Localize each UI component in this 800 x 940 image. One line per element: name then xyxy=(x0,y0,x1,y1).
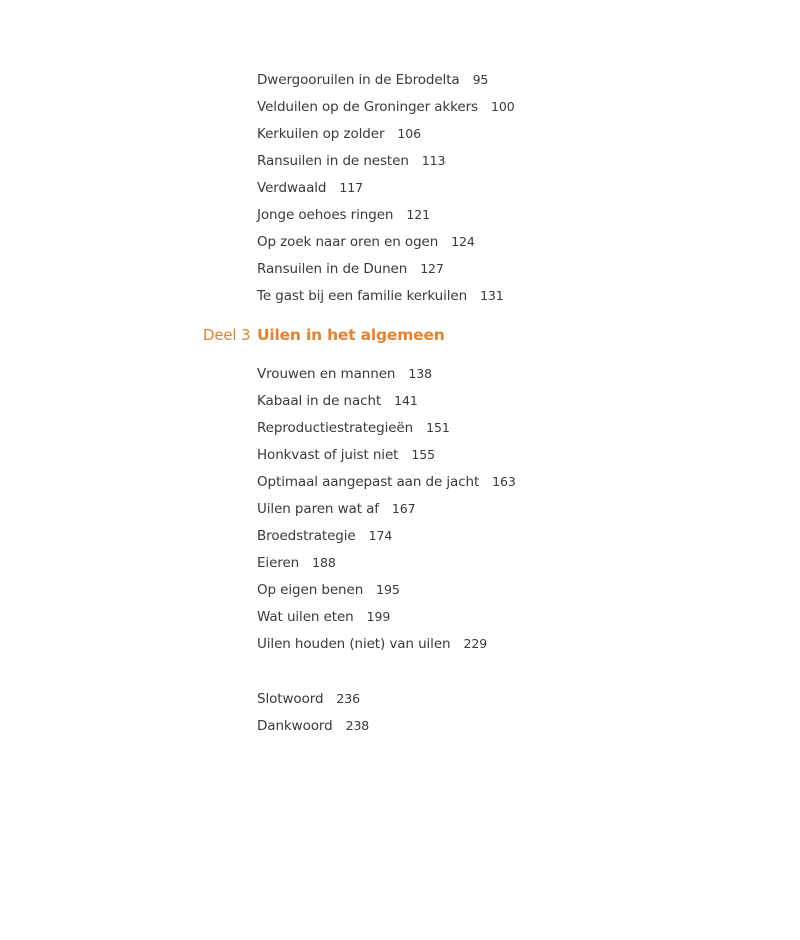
toc-entry xyxy=(257,471,516,498)
toc-entry xyxy=(257,525,516,552)
toc-entry-page: 113 xyxy=(421,153,446,168)
toc-entry-title: Op eigen benen xyxy=(257,582,364,598)
toc-entry-title: Op zoek naar oren en ogen xyxy=(257,234,439,250)
toc-list-end-matter xyxy=(257,688,369,742)
toc-entry-page: 238 xyxy=(345,718,370,733)
toc-entry xyxy=(257,150,515,177)
toc-entry xyxy=(257,96,515,123)
toc-entry-page: 127 xyxy=(420,261,444,276)
toc-entry-title: Verdwaald xyxy=(257,180,327,196)
toc-entry xyxy=(257,285,515,312)
toc-entry-title: Uilen houden (niet) van uilen xyxy=(257,636,451,652)
toc-entry-title: Vrouwen en mannen xyxy=(257,366,396,382)
toc-entry-page: 138 xyxy=(408,366,432,381)
toc-entry-title: Broedstrategie xyxy=(257,528,356,544)
toc-entry-page: 195 xyxy=(376,582,400,597)
toc-entry-title: Ransuilen in de nesten xyxy=(257,153,409,169)
toc-entry-page: 124 xyxy=(451,234,475,249)
toc-entry-page: 167 xyxy=(391,501,416,516)
part-title: Uilen in het algemeen xyxy=(257,326,445,344)
toc-entry-page: 141 xyxy=(394,393,418,408)
part-label: Deel 3 xyxy=(203,326,251,344)
toc-entry xyxy=(257,688,369,715)
toc-entry-page: 163 xyxy=(492,474,516,489)
toc-entry-title: Honkvast of juist niet xyxy=(257,447,399,463)
toc-entry-title: Ransuilen in de Dunen xyxy=(257,261,408,277)
part-heading xyxy=(203,323,445,347)
toc-entry-title: Te gast bij een familie kerkuilen xyxy=(257,288,468,304)
toc-entry xyxy=(257,231,515,258)
toc-entry xyxy=(257,498,516,525)
toc-entry xyxy=(257,69,515,96)
toc-entry xyxy=(257,123,515,150)
toc-entry-title: Wat uilen eten xyxy=(257,609,354,625)
toc-entry-page: 236 xyxy=(336,691,360,706)
toc-entry-page: 121 xyxy=(406,207,430,222)
toc-entry-page: 151 xyxy=(426,420,450,435)
toc-entry-title: Kabaal in de nacht xyxy=(257,393,382,409)
toc-entry-page: 199 xyxy=(366,609,391,624)
toc-entry xyxy=(257,177,515,204)
toc-entry-title: Uilen paren wat af xyxy=(257,501,379,517)
toc-entry-page: 117 xyxy=(339,180,363,195)
toc-entry-page: 155 xyxy=(411,447,435,462)
toc-entry xyxy=(257,444,516,471)
toc-list-part3 xyxy=(257,363,516,660)
toc-entry-page: 95 xyxy=(472,72,489,87)
toc-entry xyxy=(257,390,516,417)
toc-list-part2-continued xyxy=(257,69,515,312)
toc-entry-page: 100 xyxy=(490,99,515,114)
toc-entry-title: Optimaal aangepast aan de jacht xyxy=(257,474,480,490)
toc-entry xyxy=(257,417,516,444)
toc-entry-page: 229 xyxy=(463,636,488,651)
toc-entry-title: Slotwoord xyxy=(257,691,324,707)
toc-entry xyxy=(257,633,516,660)
toc-entry-page: 174 xyxy=(368,528,393,543)
toc-entry xyxy=(257,363,516,390)
toc-entry xyxy=(257,204,515,231)
toc-entry xyxy=(257,606,516,633)
toc-entry-page: 106 xyxy=(397,126,421,141)
toc-entry-title: Dwergooruilen in de Ebrodelta xyxy=(257,72,460,88)
toc-entry xyxy=(257,552,516,579)
toc-entry-title: Velduilen op de Groninger akkers xyxy=(257,99,478,115)
toc-entry-title: Kerkuilen op zolder xyxy=(257,126,385,142)
toc-entry-title: Dankwoord xyxy=(257,718,333,734)
toc-entry xyxy=(257,579,516,606)
toc-entry-page: 131 xyxy=(480,288,504,303)
toc-entry-page: 188 xyxy=(312,555,336,570)
toc-entry xyxy=(257,258,515,285)
toc-entry-title: Eieren xyxy=(257,555,300,571)
toc-entry xyxy=(257,715,369,742)
toc-entry-title: Jonge oehoes ringen xyxy=(257,207,394,223)
toc-entry-title: Reproductiestrategieën xyxy=(257,420,414,436)
